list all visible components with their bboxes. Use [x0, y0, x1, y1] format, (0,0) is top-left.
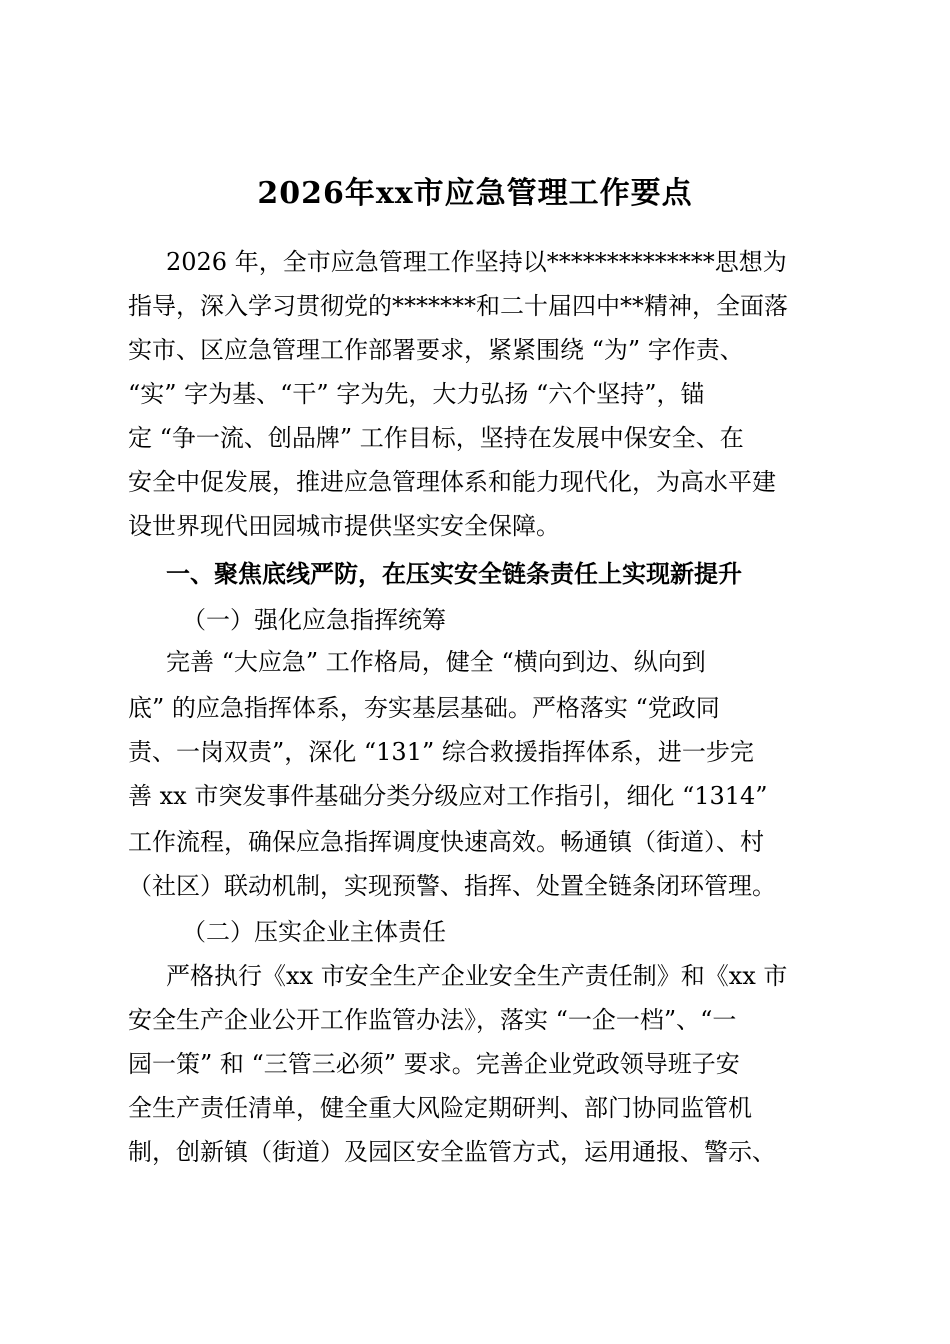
- intro-line: 指导，深入学习贯彻党的*******和二十届四中**精神，全面落: [128, 292, 788, 320]
- body-line: 安全生产企业公开工作监管办法》，落实 “一企一档”、“一: [128, 1006, 737, 1034]
- body-line: 严格执行《xx 市安全生产企业安全生产责任制》和《xx 市: [166, 962, 788, 990]
- body-line: 制，创新镇（街道）及园区安全监管方式，运用通报、警示、: [128, 1138, 776, 1166]
- body-line: 园一策” 和 “三管三必须” 要求。完善企业党政领导班子安: [128, 1050, 740, 1078]
- subsection-heading: （一）强化应急指挥统筹: [182, 606, 446, 634]
- body-line: 责、一岗双责”，深化 “131” 综合救援指挥体系，进一步完: [128, 738, 754, 766]
- intro-line: 2026 年，全市应急管理工作坚持以**************思想为: [166, 248, 787, 276]
- intro-line: 安全中促发展，推进应急管理体系和能力现代化，为高水平建: [128, 468, 776, 496]
- body-line: 全生产责任清单，健全重大风险定期研判、部门协同监管机: [128, 1094, 752, 1122]
- body-line: 善 xx 市突发事件基础分类分级应对工作指引，细化 “1314”: [128, 782, 768, 810]
- body-line: 完善 “大应急” 工作格局，健全 “横向到边、纵向到: [166, 648, 706, 676]
- intro-line: “实” 字为基、“干” 字为先，大力弘扬 “六个坚持”，锚: [128, 380, 705, 408]
- body-line: 工作流程，确保应急指挥调度快速高效。畅通镇（街道）、村: [128, 828, 764, 856]
- intro-line: 设世界现代田园城市提供坚实安全保障。: [128, 512, 560, 540]
- intro-line: 实市、区应急管理工作部署要求，紧紧围绕 “为” 字作责、: [128, 336, 744, 364]
- section-heading: 一、聚焦底线严防，在压实安全链条责任上实现新提升: [166, 559, 742, 588]
- intro-line: 定 “争一流、创品牌” 工作目标，坚持在发展中保安全、在: [128, 424, 744, 452]
- body-line: （社区）联动机制，实现预警、指挥、处置全链条闭环管理。: [128, 872, 776, 900]
- body-line: 底” 的应急指挥体系，夯实基层基础。严格落实 “党政同: [128, 694, 720, 722]
- document-title: 2026年xx市应急管理工作要点: [257, 176, 693, 211]
- subsection-heading: （二）压实企业主体责任: [182, 918, 446, 946]
